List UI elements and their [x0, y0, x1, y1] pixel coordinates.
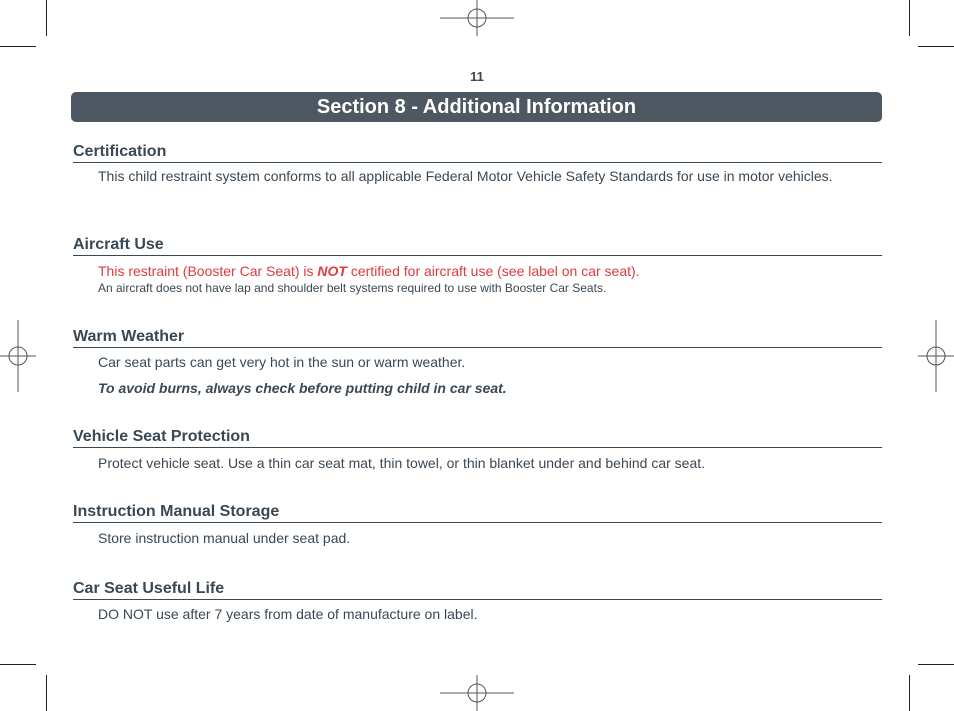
warning-emphasis: NOT: [317, 263, 347, 279]
warm-weather-section: [73, 328, 882, 397]
crop-mark: [46, 0, 47, 36]
section-heading: Aircraft Use: [73, 236, 882, 256]
crop-mark: [0, 664, 36, 665]
vehicle-seat-protection-section: [73, 428, 882, 472]
aircraft-use-section: [73, 236, 882, 296]
warm-weather-text: Car seat parts can get very hot in the sun or warm weather.: [98, 354, 466, 370]
certification-section: [73, 143, 882, 185]
crop-mark: [918, 664, 954, 665]
aircraft-note: An aircraft does not have lap and shoulder belt systems required to use with Booster Car Seats.: [98, 281, 607, 295]
useful-life-text: DO NOT use after 7 years from date of manufacture on label.: [98, 606, 478, 622]
registration-mark-icon: [918, 320, 954, 392]
page-number: 11: [470, 69, 484, 84]
section-heading: Warm Weather: [73, 328, 882, 348]
crop-mark: [0, 46, 36, 47]
manual-storage-text: Store instruction manual under seat pad.: [98, 530, 351, 546]
crop-mark: [909, 675, 910, 711]
vehicle-seat-text: Protect vehicle seat. Use a thin car seat mat, thin towel, or thin blanket under and behind car seat.: [98, 455, 706, 471]
aircraft-warning: [98, 263, 882, 280]
warm-weather-emphasis: To avoid burns, always check before putting child in car seat.: [98, 380, 507, 396]
registration-mark-icon: [0, 320, 36, 392]
crop-mark: [918, 46, 954, 47]
section-heading: Instruction Manual Storage: [73, 503, 882, 523]
instruction-manual-storage-section: [73, 503, 882, 547]
registration-mark-icon: [440, 675, 514, 711]
section-banner: Section 8 - Additional Information: [71, 92, 882, 122]
certification-text: This child restraint system conforms to all applicable Federal Motor Vehicle Safety Standards for use in motor vehicles.: [98, 168, 833, 184]
section-heading: Vehicle Seat Protection: [73, 428, 882, 448]
warning-text: certified for aircraft use (see label on car seat).: [346, 263, 640, 279]
registration-mark-icon: [440, 0, 514, 36]
section-heading: Car Seat Useful Life: [73, 580, 882, 600]
crop-mark: [909, 0, 910, 36]
car-seat-useful-life-section: [73, 580, 882, 623]
section-heading: Certification: [73, 143, 882, 163]
warning-text: This restraint (Booster Car Seat) is: [98, 263, 318, 279]
crop-mark: [46, 675, 47, 711]
